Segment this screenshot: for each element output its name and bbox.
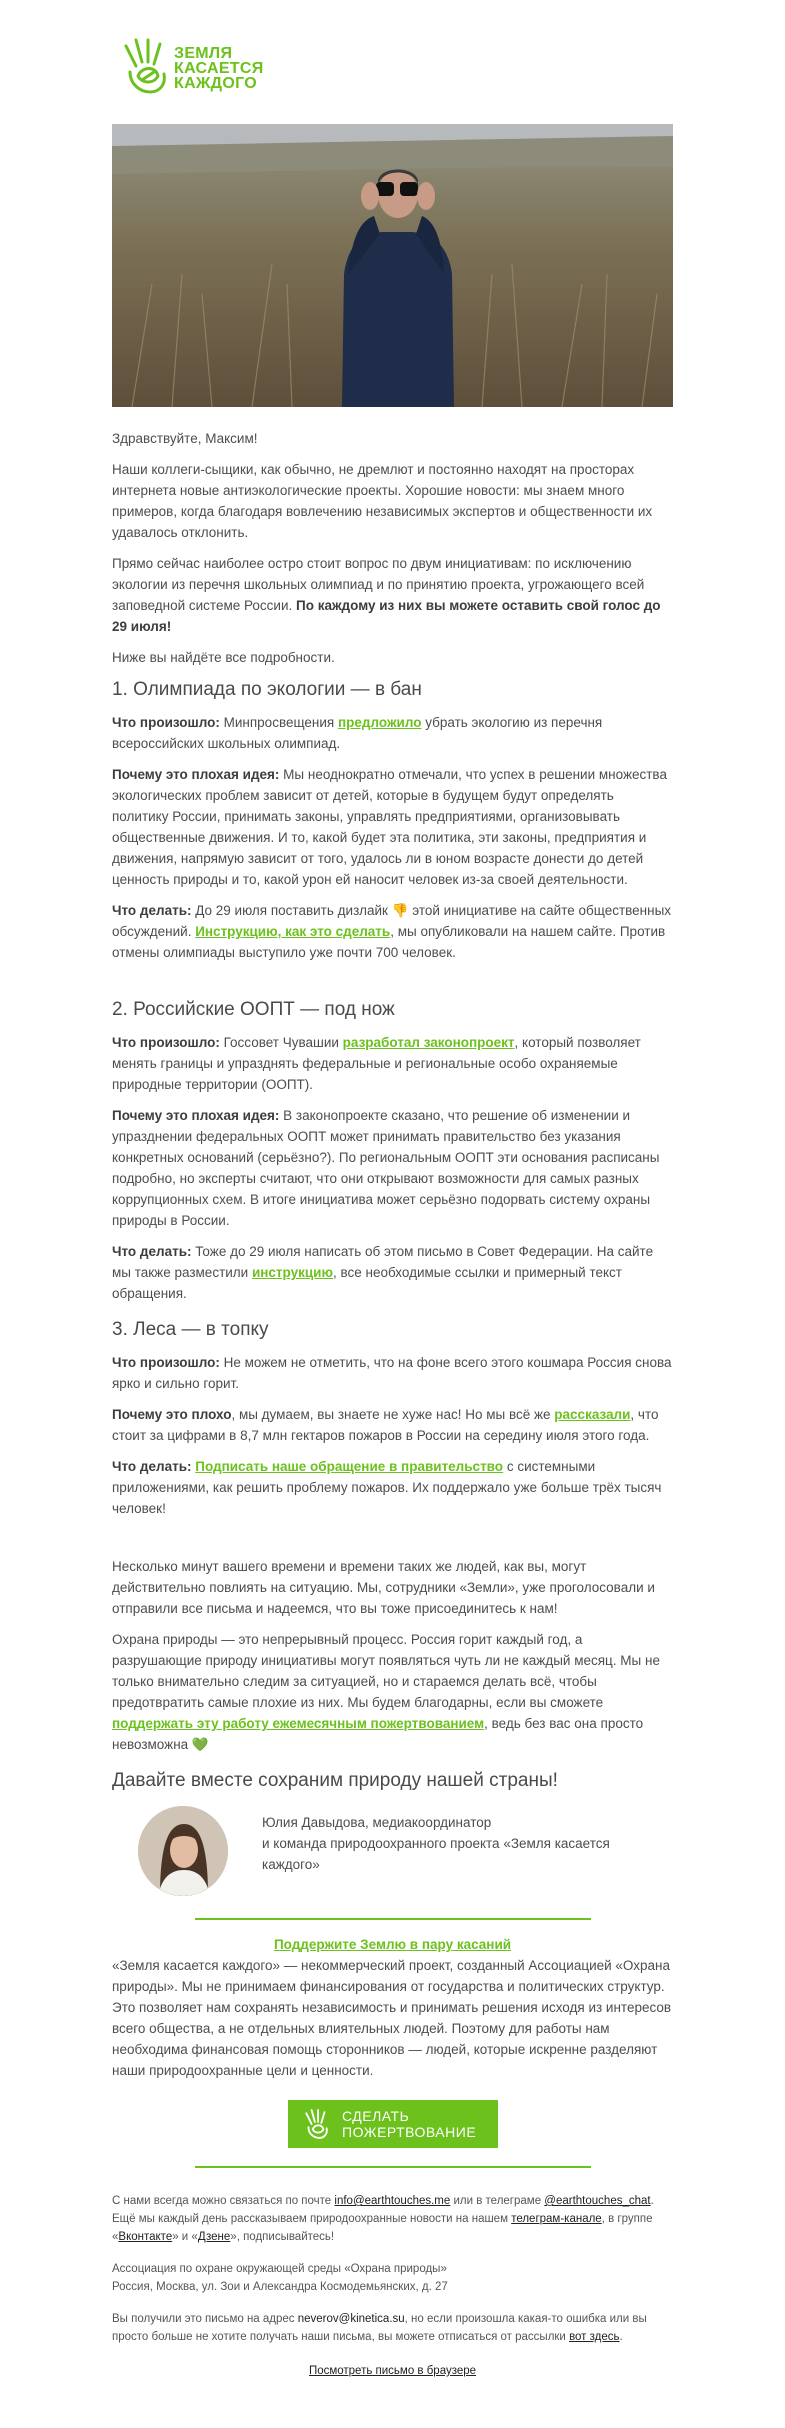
intro-section: [112, 428, 673, 668]
what-happened: Что произошло: Минпросвещения предложило убрать экологию из перечня всероссийских школьных олимпиад.: [112, 715, 603, 751]
telegram-channel-link[interactable]: телеграм-канале: [511, 2213, 602, 2225]
bill-link[interactable]: разработал законопроект: [342, 1035, 515, 1050]
donate-button-line-2: ПОЖЕРТВОВАНИЕ: [342, 2124, 477, 2140]
telegram-chat-link[interactable]: @earthtouches_chat: [544, 2195, 651, 2207]
what-to-do: Что делать: Тоже до 29 июля написать об этом письмо в Совет Федерации. На сайте мы также разместили инструкцию, все необходимые ссылки и примерный текст обращения.: [112, 1244, 654, 1301]
support-text: «Земля касается каждого» — некоммерческий проект, созданный Ассоциацией «Охрана природы». Мы не принимаем финансирования от государства и политических структур. Это позволяет нам сохранять независимость и принимать решения исходя из интересов всего общества, а не отдельных влиятельных людей. Поэтому для работы нам необходима финансовая помощь сторонников — людей, которые искренне разделяют наши природоохранные цели и ценности.: [112, 1958, 672, 2078]
recipient-info: Вы получили это письмо на адрес neverov@kinetica.su, но если произошла какая-то ошибка или вы просто больше не хотите получать наши письма, вы можете отписаться от рассылки вот здесь.: [112, 2313, 647, 2343]
instruction-link[interactable]: инструкцию: [251, 1265, 334, 1280]
intro-paragraph-1: Наши коллеги-сыщики, как обычно, не дремлют и постоянно находят на просторах интернета новые антиэкологические проекты. Хорошие новости: мы знаем много примеров, когда благодаря вовлечению независимых экспертов и общественности их удавалось отклонить.: [112, 462, 653, 540]
signature-team: и команда природоохранного проекта «Земля касается каждого»: [262, 1836, 610, 1872]
logo-line-1: ЗЕМЛЯ: [174, 45, 233, 62]
why-bad: Почему это плохо, мы думаем, вы знаете не хуже нас! Но мы всё же рассказали, что стоит за цифрами в 8,7 млн гектаров пожаров в России на середину июля этого года.: [112, 1407, 659, 1443]
hero-photo: [112, 124, 673, 407]
outro-paragraph-2: Охрана природы — это непрерывный процесс. Россия горит каждый год, а разрушающие природу инициативы могут появляться чуть ли не каждый месяц. Мы не только внимательно следим за ситуацией, но и стараемся делать всё, чтобы предотвратить самые плохие из них. Мы будем благодарны, если вы сможете поддержать эту работу ежемесячным пожертвованием, ведь без вас она просто невозможна 💚: [112, 1632, 660, 1752]
section-forests: [112, 1318, 673, 1519]
contact-info: С нами всегда можно связаться по почте info@earthtouches.me или в телеграме @earthtouches_chat. Ещё мы каждый день рассказываем природоохранные новости на нашем телеграм-канале, в группе «Вконтакте» и «Дзене», подписывайтесь!: [112, 2195, 654, 2243]
instruction-link[interactable]: Инструкцию, как это сделать: [195, 924, 391, 939]
greeting: Здравствуйте, Максим!: [112, 431, 258, 446]
man-with-binoculars-icon: [112, 124, 673, 407]
divider: [195, 1918, 591, 1920]
outro-paragraph-1: Несколько минут вашего времени и времени таких же людей, как вы, могут действительно повлиять на ситуацию. Мы, сотрудники «Земли», уже проголосовали и отправили все письма и надеемся, что вы тоже присоединитесь к нам!: [112, 1559, 655, 1616]
what-to-do: Что делать: До 29 июля поставить дизлайк 👎 этой инициативе на сайте общественных обсуждений. Инструкцию, как это сделать, мы опубликовали на нашем сайте. Против отмены олимпиады выступило уже почти 700 человек.: [112, 903, 672, 960]
petition-link[interactable]: Подписать наше обращение в правительство: [195, 1459, 504, 1474]
dzen-link[interactable]: Дзене: [197, 2231, 231, 2243]
closing-title: Давайте вместе сохраним природу нашей страны!: [112, 1770, 558, 1791]
hand-leaf-logo-icon: [302, 2107, 332, 2141]
vk-link[interactable]: Вконтакте: [118, 2231, 173, 2243]
view-in-browser-link[interactable]: Посмотреть письмо в браузере: [308, 2365, 477, 2377]
support-link[interactable]: Поддержите Землю в пару касаний: [273, 1937, 512, 1952]
org-address: Россия, Москва, ул. Зои и Александра Космодемьянских, д. 27: [112, 2281, 448, 2293]
what-to-do: Что делать: Подписать наше обращение в правительство с системными приложениями, как решить проблему пожаров. Их поддержало уже больше трёх тысяч человек!: [112, 1459, 662, 1516]
why-bad: Почему это плохая идея: В законопроекте сказано, что решение об изменении и упразднении федеральных ООПТ может принимать правительство без указания конкретных оснований (серьёзно?). По региональным ООПТ эти основания расписаны подробно, но эксперты считают, что они открывают возможности для самых разных коррупционных схем. В итоге инициатива может серьёзно подорвать систему охраны природы в России.: [112, 1108, 660, 1228]
what-happened: Что произошло: Не можем не отметить, что на фоне всего этого кошмара Россия снова ярко и сильно горит.: [112, 1355, 672, 1391]
section-title: 1. Олимпиада по экологии — в бан: [112, 679, 422, 700]
email-link[interactable]: info@earthtouches.me: [334, 2195, 451, 2207]
section-oopt: [112, 998, 673, 1304]
section-title: 3. Леса — в топку: [112, 1319, 269, 1340]
intro-paragraph-3: Ниже вы найдёте все подробности.: [112, 650, 335, 665]
divider: [195, 2166, 591, 2168]
donate-button-line-1: СДЕЛАТЬ: [342, 2108, 410, 2124]
org-name: Ассоциация по охране окружающей среды «Охрана природы»: [112, 2263, 447, 2275]
footer: [112, 2192, 673, 2380]
told-link[interactable]: рассказали: [554, 1407, 631, 1422]
logo-line-3: КАЖДОГО: [174, 75, 258, 92]
section-title: 2. Российские ООПТ — под нож: [112, 999, 395, 1020]
outro-section: [112, 1556, 673, 1793]
proposal-link[interactable]: предложило: [338, 715, 422, 730]
what-happened: Что произошло: Госсовет Чувашии разработал законопроект, который позволяет менять границы и упразднять федеральные и региональные особо охраняемые природные территории (ООПТ).: [112, 1035, 641, 1092]
woman-portrait-icon: [138, 1806, 228, 1896]
logo-line-2: КАСАЕТСЯ: [174, 60, 264, 77]
hand-leaf-logo-icon: [118, 36, 174, 96]
donate-button[interactable]: [288, 2100, 498, 2148]
unsubscribe-link[interactable]: вот здесь: [569, 2331, 620, 2343]
signature-name: Юлия Давыдова, медиакоординатор: [262, 1815, 492, 1830]
section-olympiad: [112, 678, 673, 963]
avatar: [138, 1806, 228, 1896]
signature: [262, 1812, 642, 1875]
intro-paragraph-2: Прямо сейчас наиболее остро стоит вопрос по двум инициативам: по исключению экологии из перечня школьных олимпиад и по принятию проекта, угрожающего всей заповедной системе России. По каждому из них вы можете оставить свой голос до 29 июля!: [112, 556, 661, 634]
why-bad: Почему это плохая идея: Мы неоднократно отмечали, что успех в решении множества экологических проблем зависит от детей, которые в будущем будут определять политику России, принимать законы, управлять предприятиями, организовывать общественные движения. И то, какой будет эта политика, эти законы, предприятия и движения, напрямую зависит от того, удалось ли в юном возрасте донести до детей ценность природы и то, какой урон ей наносит человек из-за своей деятельности.: [112, 767, 667, 887]
support-section: [112, 1934, 673, 2081]
logo[interactable]: [118, 36, 288, 100]
monthly-donation-link[interactable]: поддержать эту работу ежемесячным пожертвованием: [112, 1716, 485, 1731]
